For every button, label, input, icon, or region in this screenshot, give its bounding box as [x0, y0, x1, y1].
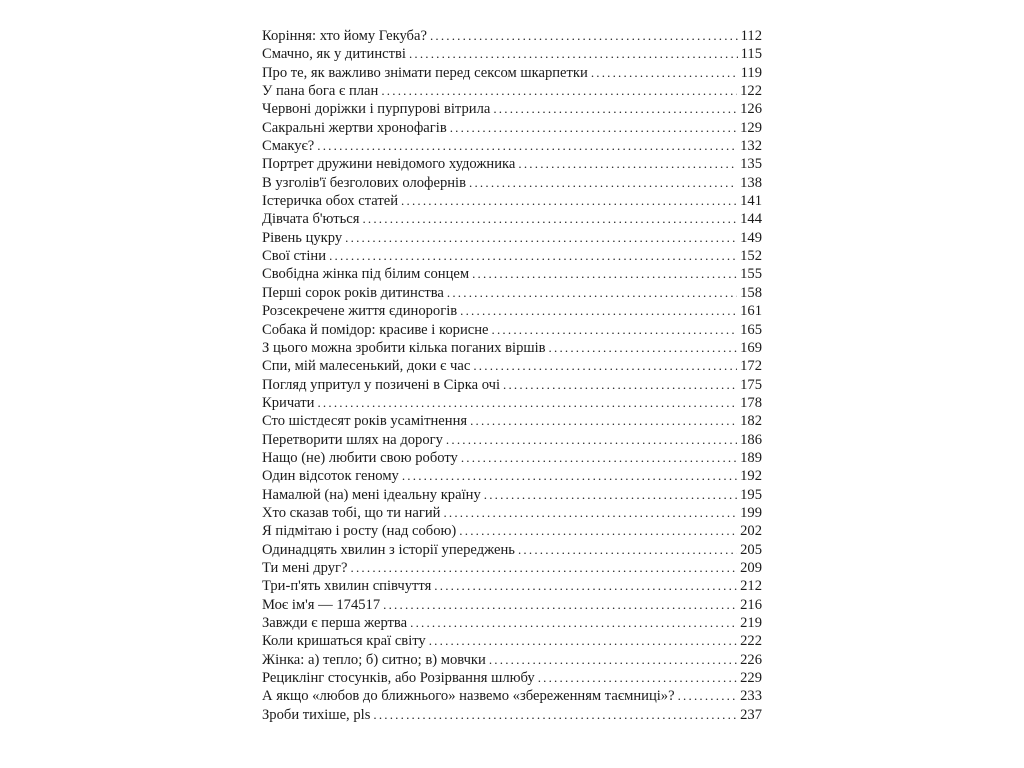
toc-dot-leader [472, 265, 737, 283]
toc-entry [262, 632, 762, 650]
toc-entry-title: Рівень цукру [262, 229, 343, 246]
toc-entry-title: Я підмітаю і росту (над собою) [262, 523, 457, 540]
toc-entry-title: Розсекречене життя єдинорогів [262, 303, 458, 320]
toc-entry-page-number: 189 [740, 449, 762, 466]
toc-entry [262, 302, 762, 320]
toc-entry [262, 541, 762, 559]
toc-entry-page-number: 172 [740, 358, 762, 375]
toc-entry-title: Кричати [262, 394, 315, 411]
toc-entry [262, 64, 762, 82]
toc-dot-leader [381, 82, 737, 100]
toc-entry-page-number: 202 [740, 523, 762, 540]
toc-dot-leader [538, 669, 737, 687]
toc-entry-title: Нащо (не) любити свою роботу [262, 449, 458, 466]
toc-dot-leader [469, 174, 737, 192]
toc-dot-leader [493, 100, 737, 118]
toc-entry-title: Ти мені друг? [262, 559, 348, 576]
toc-entry [262, 651, 762, 669]
toc-dot-leader [362, 210, 737, 228]
toc-entry-page-number: 209 [740, 559, 762, 576]
toc-entry [262, 210, 762, 228]
toc-entry-title: У пана бога є план [262, 83, 379, 100]
toc-entry [262, 706, 762, 724]
toc-entry-title: Спи, мій малесенький, доки є час [262, 358, 471, 375]
toc-dot-leader [446, 431, 737, 449]
toc-dot-leader [591, 64, 738, 82]
toc-dot-leader [484, 486, 737, 504]
toc-entry [262, 27, 762, 45]
toc-entry-title: Істеричка обох статей [262, 193, 399, 210]
toc-entry-title: Сакральні жертви хронофагів [262, 119, 447, 136]
toc-entry [262, 155, 762, 173]
toc-entry-title: Перетворити шлях на дорогу [262, 431, 443, 448]
toc-entry-page-number: 199 [740, 504, 762, 521]
toc-entry-title: Жінка: а) тепло; б) ситно; в) мовчки [262, 651, 486, 668]
toc-dot-leader [518, 541, 737, 559]
toc-entry-page-number: 115 [740, 46, 762, 63]
toc-entry-title: Перші сорок років дитинства [262, 284, 444, 301]
toc-dot-leader [447, 284, 737, 302]
toc-dot-leader [459, 522, 737, 540]
toc-entry [262, 394, 762, 412]
toc-dot-leader [473, 357, 737, 375]
toc-dot-leader [351, 559, 738, 577]
toc-entry [262, 82, 762, 100]
table-of-contents [262, 27, 762, 724]
toc-dot-leader [317, 394, 737, 412]
toc-dot-leader [461, 449, 737, 467]
toc-entry-title: Одинадцять хвилин з історії упереджень [262, 541, 515, 558]
toc-entry-page-number: 233 [740, 688, 762, 705]
toc-entry-page-number: 155 [740, 266, 762, 283]
toc-dot-leader [373, 706, 737, 724]
toc-entry [262, 339, 762, 357]
toc-dot-leader [345, 229, 737, 247]
toc-entry-page-number: 175 [740, 376, 762, 393]
toc-entry [262, 100, 762, 118]
toc-entry-title: Завжди є перша жертва [262, 615, 408, 631]
toc-dot-leader [329, 247, 737, 265]
toc-entry-title: Дівчата б'ються [262, 211, 360, 228]
toc-dot-leader [434, 577, 737, 595]
toc-entry-title: Моє ім'я — 174517 [262, 596, 381, 613]
toc-entry-page-number: 222 [740, 633, 762, 650]
toc-entry [262, 669, 762, 687]
toc-entry-page-number: 195 [740, 486, 762, 503]
toc-entry [262, 247, 762, 265]
toc-entry-title: Зроби тихіше, pls [262, 706, 371, 723]
toc-entry-title: Смакує? [262, 138, 315, 155]
toc-entry-page-number: 138 [740, 174, 762, 191]
toc-entry [262, 467, 762, 485]
toc-entry-title: А якщо «любов до ближнього» назвемо «збереженням таємниці»? [262, 688, 675, 705]
toc-entry-title: Свобідна жінка під білим сонцем [262, 266, 470, 283]
toc-entry-title: З цього можна зробити кілька поганих віршів [262, 339, 546, 356]
toc-entry-page-number: 126 [740, 101, 762, 118]
toc-entry-title: В узголів'ї безголових олофернів [262, 174, 467, 191]
toc-entry [262, 321, 762, 339]
toc-entry [262, 137, 762, 155]
toc-dot-leader [450, 119, 737, 137]
toc-entry-page-number: 119 [740, 64, 762, 81]
toc-dot-leader [430, 27, 738, 45]
toc-entry [262, 45, 762, 63]
toc-dot-leader [460, 302, 737, 320]
toc-dot-leader [401, 192, 737, 210]
toc-entry-page-number: 186 [740, 431, 762, 448]
toc-dot-leader [429, 632, 737, 650]
toc-entry-page-number: 226 [740, 651, 762, 668]
toc-entry-title: Погляд упритул у позичені в Сірка очі [262, 376, 501, 393]
toc-entry-page-number: 144 [740, 211, 762, 228]
toc-entry-page-number: 129 [740, 119, 762, 136]
toc-dot-leader [383, 596, 737, 614]
toc-dot-leader [443, 504, 737, 522]
toc-entry [262, 357, 762, 375]
toc-entry-title: Портрет дружини невідомого художника [262, 156, 516, 173]
toc-entry [262, 376, 762, 394]
toc-entry-page-number: 141 [740, 193, 762, 210]
toc-entry [262, 119, 762, 137]
toc-entry-title: Свої стіни [262, 248, 327, 265]
toc-dot-leader [492, 321, 738, 339]
toc-entry-title: Собака й помідор: красиве і корисне [262, 321, 489, 338]
toc-entry [262, 229, 762, 247]
toc-entry-page-number: 216 [740, 596, 762, 613]
toc-entry-page-number: 152 [740, 248, 762, 265]
toc-entry-page-number: 237 [740, 706, 762, 723]
toc-entry [262, 192, 762, 210]
toc-entry-title: Про те, як важливо знімати перед сексом шкарпетки [262, 64, 588, 81]
toc-entry-page-number: 135 [740, 156, 762, 173]
toc-entry [262, 687, 762, 705]
toc-entry-page-number: 149 [740, 229, 762, 246]
toc-dot-leader [549, 339, 738, 357]
toc-dot-leader [518, 155, 737, 173]
toc-entry-title: Один відсоток геному [262, 468, 399, 485]
toc-dot-leader [410, 614, 737, 632]
toc-entry [262, 522, 762, 540]
toc-entry-page-number: 112 [740, 28, 762, 44]
toc-entry [262, 265, 762, 283]
toc-entry [262, 559, 762, 577]
toc-entry [262, 284, 762, 302]
toc-entry [262, 486, 762, 504]
toc-entry-page-number: 161 [740, 303, 762, 320]
toc-entry-title: Намалюй (на) мені ідеальну країну [262, 486, 481, 503]
toc-entry-title: Коли кришаться краї світу [262, 633, 426, 650]
toc-entry [262, 449, 762, 467]
toc-entry-title: Коріння: хто йому Гекуба? [262, 28, 427, 44]
toc-entry [262, 614, 762, 632]
toc-entry-page-number: 169 [740, 339, 762, 356]
toc-entry-title: Рециклінг стосунків, або Розірвання шлюбу [262, 670, 535, 687]
toc-dot-leader [317, 137, 737, 155]
toc-entry-title: Сто шістдесят років усамітнення [262, 413, 468, 430]
toc-entry-title: Червоні доріжки і пурпурові вітрила [262, 101, 491, 118]
toc-dot-leader [470, 412, 737, 430]
toc-entry-page-number: 212 [740, 578, 762, 595]
toc-entry [262, 412, 762, 430]
toc-dot-leader [409, 45, 738, 63]
toc-dot-leader [678, 687, 738, 705]
toc-entry-page-number: 192 [740, 468, 762, 485]
toc-dot-leader [503, 376, 737, 394]
toc-entry [262, 431, 762, 449]
toc-entry [262, 174, 762, 192]
toc-entry [262, 596, 762, 614]
toc-entry-page-number: 178 [740, 394, 762, 411]
toc-entry-page-number: 205 [740, 541, 762, 558]
toc-entry-page-number: 165 [740, 321, 762, 338]
toc-entry-page-number: 219 [740, 615, 762, 631]
toc-dot-leader [489, 651, 737, 669]
toc-entry [262, 504, 762, 522]
toc-dot-leader [402, 467, 737, 485]
toc-entry-title: Хто сказав тобі, що ти нагий [262, 504, 441, 521]
toc-entry-page-number: 229 [740, 670, 762, 687]
toc-entry-page-number: 182 [740, 413, 762, 430]
toc-entry-page-number: 158 [740, 284, 762, 301]
toc-entry [262, 577, 762, 595]
toc-entry-title: Смачно, як у дитинстві [262, 46, 406, 63]
toc-entry-page-number: 122 [740, 83, 762, 100]
toc-entry-title: Три-п'ять хвилин співчуття [262, 578, 432, 595]
toc-entry-page-number: 132 [740, 138, 762, 155]
